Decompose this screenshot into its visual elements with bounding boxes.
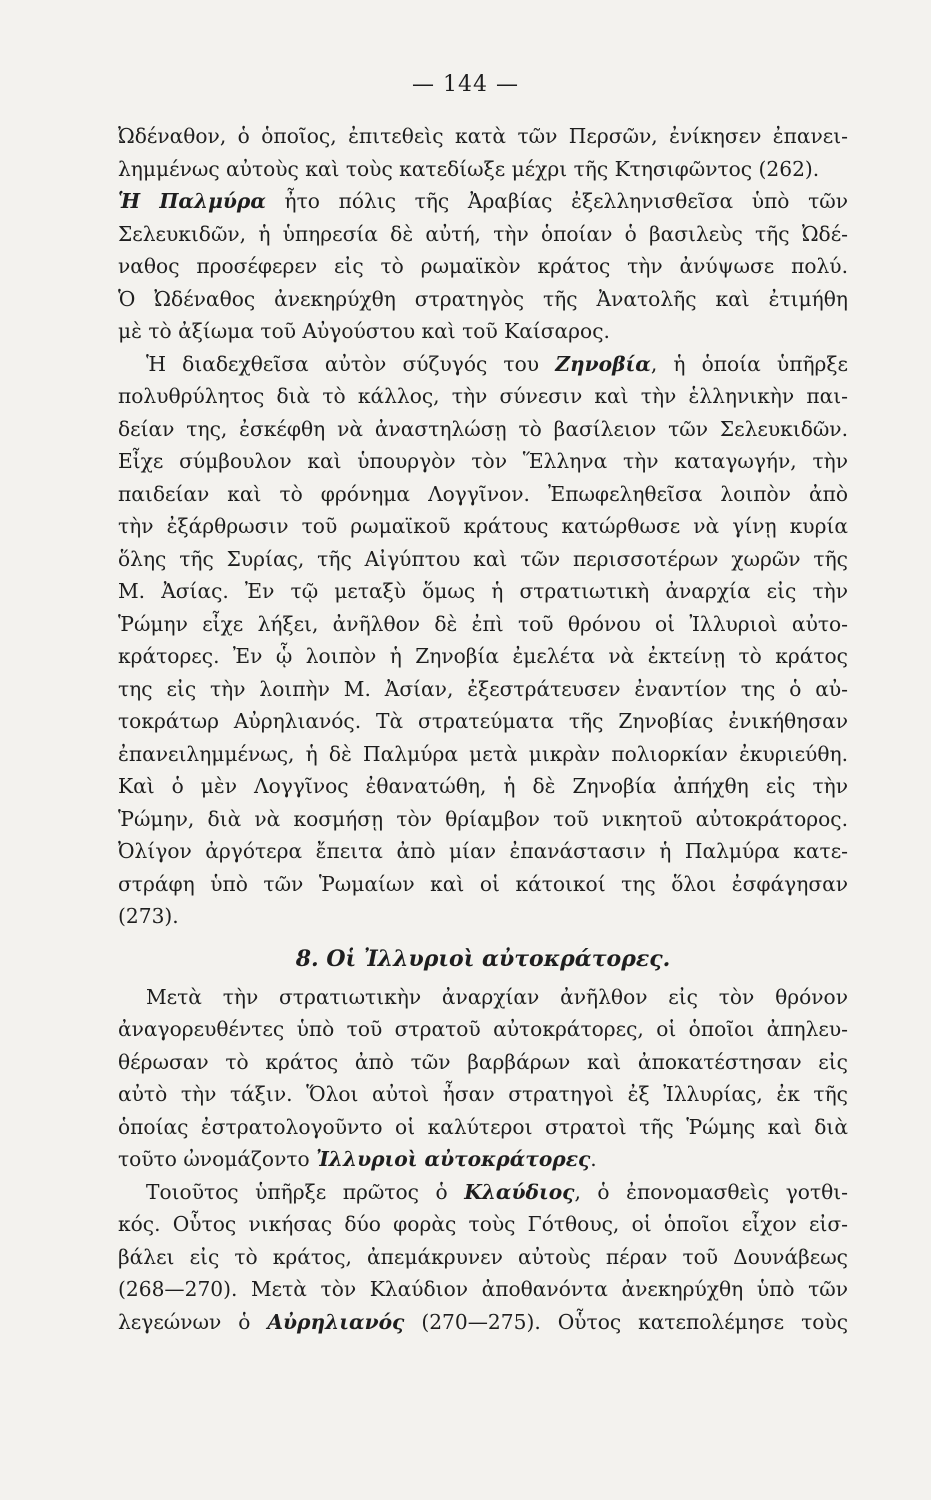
text-line: θέρωσαν τὸ κράτος ἀπὸ τῶν βαρβάρων καὶ ἀποκατέστησαν εἰς [118,1049,848,1074]
text-line: τοῦτο ὠνομάζοντο Ἰλλυριοὶ αὐτοκράτορες. [118,1147,597,1171]
text-line: (273). [118,904,179,928]
text-line: τοκράτωρ Αὐρηλιανός. Τὰ στρατεύματα τῆς Ζηνοβίας ἐνικήθησαν [118,709,848,733]
text-line: ἐπανειλημμένως, ἡ δὲ Παλμύρα μετὰ μικρὰν πολιορκίαν ἐκυριεύθη. [118,741,848,766]
text-line: μὲ τὸ ἀξίωμα τοῦ Αὐγούστου καὶ τοῦ Καίσαρος. [118,319,610,343]
text-line: Ὁ Ὠδέναθος ἀνεκηρύχθη στρατηγὸς τῆς Ἀνατολῆς καὶ ἐτιμήθη [118,286,848,311]
text-line: ἀναγορευθέντες ὑπὸ τοῦ στρατοῦ αὐτοκράτορες, οἱ ὁποῖοι ἀπηλευ- [118,1017,848,1041]
text-line: (268—270). Μετὰ τὸν Κλαύδιον ἀποθανόντα ἀνεκηρύχθη ὑπὸ τῶν [118,1277,848,1301]
text-line: Εἶχε σύμβουλον καὶ ὑπουργὸν τὸν Ἕλληνα τὴν καταγωγήν, τὴν [118,449,848,473]
page-number: — 144 — [412,72,519,97]
text-line: ὅλης τῆς Συρίας, τῆς Αἰγύπτου καὶ τῶν περισσοτέρων χωρῶν τῆς [118,546,848,571]
text-line: της εἰς τὴν λοιπὴν Μ. Ἀσίαν, ἐξεστράτευσεν ἐναντίον της ὁ αὐ- [118,676,848,701]
page-body [118,120,848,1338]
text-line: Μετὰ τὴν στρατιωτικὴν ἀναρχίαν ἀνῆλθον εἰς τὸν θρόνον [146,984,848,1009]
text-line: Καὶ ὁ μὲν Λογγῖνος ἐθανατώθη, ἡ δὲ Ζηνοβία ἀπήχθη εἰς τὴν [118,774,848,798]
text-line: Ὀλίγον ἀργότερα ἔπειτα ἀπὸ μίαν ἐπανάστασιν ἡ Παλμύρα κατε- [118,839,848,863]
text-line: λημμένως αὐτοὺς καὶ τοὺς κατεδίωξε μέχρι τῆς Κτησιφῶντος (262). [118,156,820,181]
text-line: Ἡ Παλμύρα ἦτο πόλις τῆς Ἀραβίας ἐξελληνισθεῖσα ὑπὸ τῶν [118,189,848,213]
text-line: Τοιοῦτος ὑπῆρξε πρῶτος ὁ Κλαύδιος, ὁ ἐπονομασθεὶς γοτθι- [146,1179,848,1204]
text-line: Ῥώμην, διὰ νὰ κοσμήσῃ τὸν θρίαμβον τοῦ νικητοῦ αὐτοκράτορος. [118,806,848,831]
text-line: Ῥώμην εἶχε λήξει, ἀνῆλθον δὲ ἐπὶ τοῦ θρόνου οἱ Ἰλλυριοὶ αὐτο- [118,611,848,636]
text-block-1 [118,120,848,933]
text-line: παιδείαν καὶ τὸ φρόνημα Λογγῖνον. Ἐπωφεληθεῖσα λοιπὸν ἀπὸ [118,481,848,506]
text-block-2 [118,981,848,1339]
text-line: αὐτὸ τὴν τάξιν. Ὅλοι αὐτοὶ ἦσαν στρατηγοὶ ἐξ Ἰλλυρίας, ἐκ τῆς [118,1082,848,1106]
text-line: Ἡ διαδεχθεῖσα αὐτὸν σύζυγός του Ζηνοβία, ἡ ὁποία ὑπῆρξε [146,351,848,376]
text-line: δείαν της, ἐσκέφθη νὰ ἀναστηλώσῃ τὸ βασίλειον τῶν Σελευκιδῶν. [118,416,848,441]
text-line: βάλει εἰς τὸ κράτος, ἀπεμάκρυνεν αὐτοὺς πέραν τοῦ Δουνάβεως [118,1244,848,1269]
text-line: στράφη ὑπὸ τῶν Ῥωμαίων καὶ οἱ κάτοικοί της ὅλοι ἐσφάγησαν [118,871,848,896]
text-line: Σελευκιδῶν, ἡ ὑπηρεσία δὲ αὐτή, τὴν ὁποίαν ὁ βασιλεὺς τῆς Ὠδέ- [118,221,848,246]
text-line: Ὠδέναθον, ὁ ὁποῖος, ἐπιτεθεὶς κατὰ τῶν Περσῶν, ἐνίκησεν ἐπανει- [118,124,848,148]
text-line: τὴν ἐξάρθρωσιν τοῦ ρωμαϊκοῦ κράτους κατώρθωσε νὰ γίνῃ κυρία [118,514,848,538]
text-line: κράτορες. Ἐν ᾧ λοιπὸν ἡ Ζηνοβία ἐμελέτα νὰ ἐκτείνῃ τὸ κράτος [118,644,848,668]
text-line: ναθος προσέφερεν εἰς τὸ ρωμαϊκὸν κράτος τὴν ἀνύψωσε πολύ. [118,254,848,278]
text-line: κός. Οὗτος νικήσας δύο φορὰς τοὺς Γότθους, οἱ ὁποῖοι εἶχον εἰσ- [118,1212,848,1236]
text-line: ὁποίας ἐστρατολογοῦντο οἱ καλύτεροι στρατοὶ τῆς Ῥώμης καὶ διὰ [118,1114,848,1139]
text-line: λεγεώνων ὁ Αὐρηλιανός (270—275). Οὗτος κατεπολέμησε τοὺς [118,1309,848,1334]
text-line: Μ. Ἀσίας. Ἐν τῷ μεταξὺ ὅμως ἡ στρατιωτικὴ ἀναρχία εἰς τὴν [118,579,848,603]
section-heading: 8. Οἱ Ἰλλυριοὶ αὐτοκράτορες. [295,945,671,972]
text-line: πολυθρύλητος διὰ τὸ κάλλος, τὴν σύνεσιν καὶ τὴν ἑλληνικὴν παι- [118,384,848,408]
